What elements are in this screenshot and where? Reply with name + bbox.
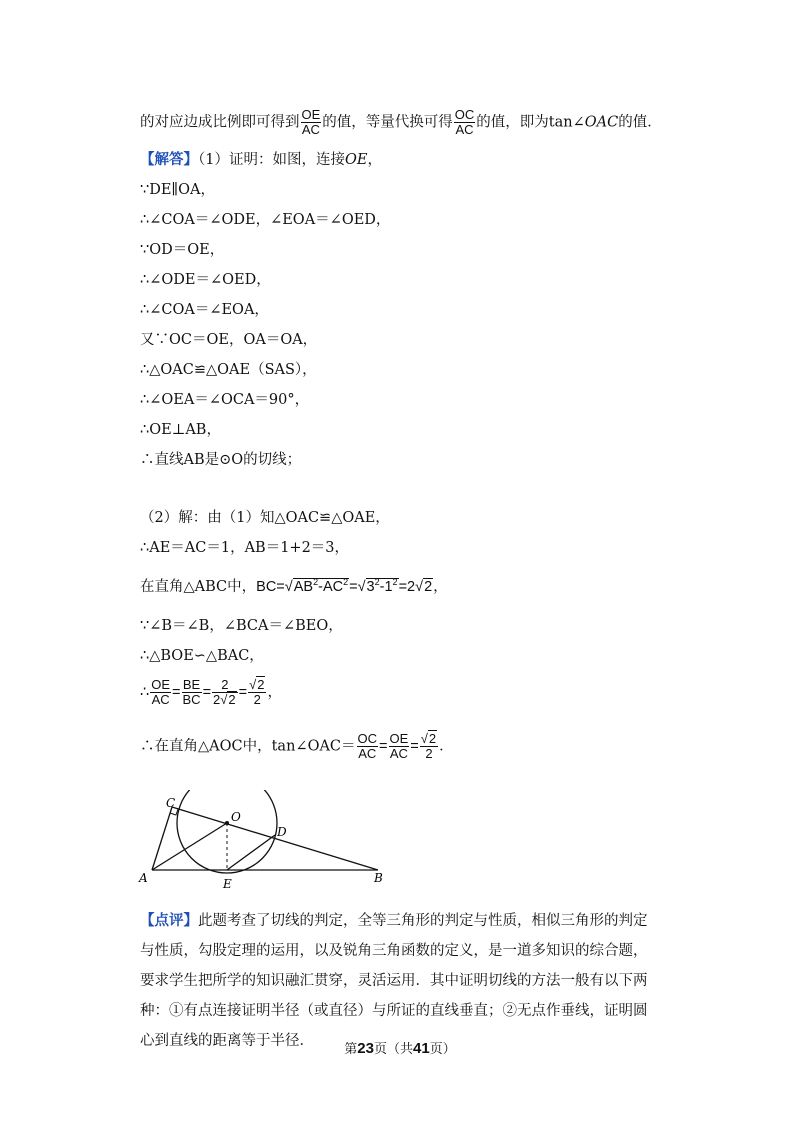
answer-header: 【解答】（1）证明：如图，连接OE， — [140, 151, 382, 168]
label-d: D — [277, 825, 287, 839]
segment-ac — [152, 807, 172, 870]
geometry-figure — [135, 790, 395, 900]
comment-paragraph: 【点评】此题考查了切线的判定，全等三角形的判定与性质，相似三角形的判定与性质，勾股定理的运用，以及锐角三角函数的定义，是一道多知识的综合题，要求学生把所学的知识融汇贯穿，灵活运用．其中证明切线的方法一般有以下两种：①有点连接证明半径（或直径）与所证的直线垂直；②无点作垂线，证明圆心到直线的距离等于半径． — [140, 912, 648, 1049]
proof-step: ∴直线AB是⊙O的切线； — [140, 452, 302, 468]
proof-step: 又∵OC＝OE，OA＝OA， — [140, 332, 318, 348]
ratio-line: ∴ $\frac{OE}{AC}$ = $\frac{BE}{BC}$ = $\frac{2}{2√2}$ = $\frac{√2}{2}$ ， — [140, 677, 282, 707]
proof-step: ∴△OAC≌△OAE（SAS）， — [140, 362, 317, 378]
label-c: C — [166, 796, 176, 810]
proof-step: ∴∠COA＝∠ODE，∠EOA＝∠OED， — [140, 212, 391, 228]
label-e: E — [223, 877, 232, 891]
page-number: 23 — [357, 1040, 374, 1057]
page-footer: 第23页（共41页） — [344, 1040, 456, 1057]
proof-step: ∴∠COA＝∠EOA， — [140, 302, 269, 318]
label-a: A — [139, 871, 148, 885]
bc-formula: $BC=√AB^2-AC^2=√3^2-1^2=2√2$ — [256, 577, 433, 595]
label-o: O — [231, 810, 241, 824]
proof-step: ∵OD＝OE， — [140, 242, 225, 258]
bc-formula-line: 在直角△ABC中，$BC=√AB^2-AC^2=√3^2-1^2=2√2$， — [140, 577, 448, 595]
center-point — [225, 821, 229, 825]
part2-step: （2）解：由（1）知△OAC≌△OAE， — [140, 510, 390, 526]
segment-ao — [152, 823, 227, 870]
label-b: B — [374, 871, 383, 885]
fraction-oc-ac: $\frac{OC}{AC}$ — [454, 107, 475, 137]
proof-step: ∵DE∥OA， — [140, 182, 215, 198]
comment-tag: 【点评】 — [140, 912, 198, 929]
fraction-oe-ac: $\frac{OE}{AC}$ — [301, 107, 321, 137]
tan-line: ∴在直角△AOC中，tan∠OAC＝ $\frac{OC}{AC}$ = $\frac{OE}{AC}$ = $\frac{√2}{2}$ ． — [140, 731, 454, 761]
total-pages: 41 — [413, 1040, 430, 1057]
intro-line: 的对应边成比例即可得到 $\frac{OE}{AC}$ 的值，等量代换可得 $\frac{OC}{AC}$ 的值，即为tan∠OAC的值． — [140, 107, 662, 137]
proof-step: ∴∠OEA＝∠OCA＝90°， — [140, 392, 310, 408]
proof-step: ∴∠ODE＝∠OED， — [140, 272, 271, 288]
proof-step: ∵∠B＝∠B，∠BCA＝∠BEO， — [140, 618, 343, 634]
answer-tag: 【解答】 — [140, 151, 198, 168]
proof-step: ∴OE⊥AB， — [140, 422, 221, 438]
proof-step: ∴△BOE∽△BAC， — [140, 648, 264, 664]
part2-step: ∴AE＝AC＝1，AB＝1+2＝3， — [140, 540, 350, 556]
